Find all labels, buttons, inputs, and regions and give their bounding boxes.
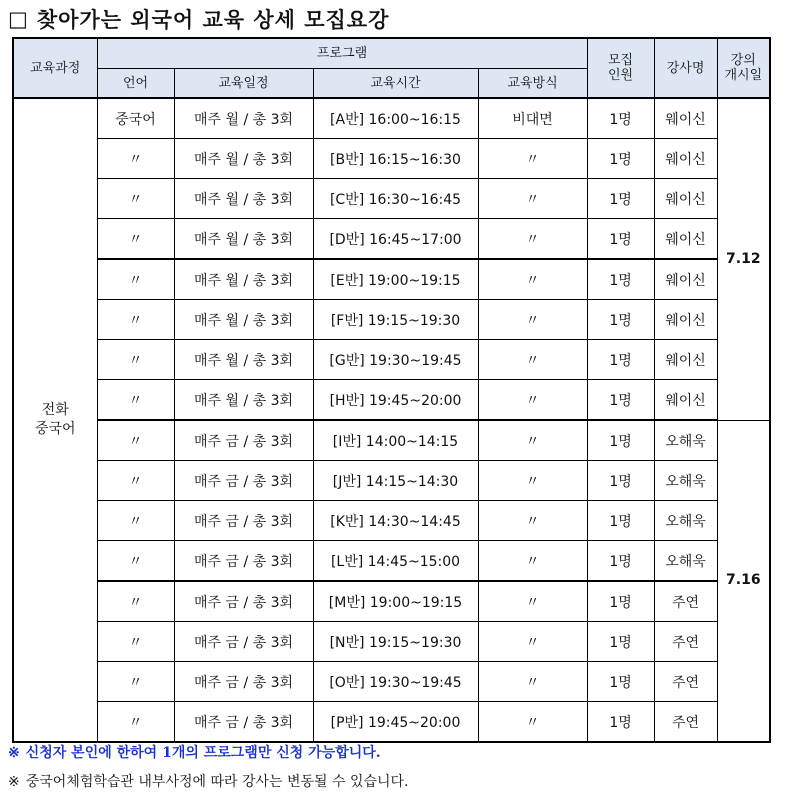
instructor-cell: 웨이신 bbox=[654, 98, 717, 139]
language-cell: 〃 bbox=[97, 702, 174, 743]
header-schedule: 교육일정 bbox=[174, 69, 313, 99]
recruit-cell: 1명 bbox=[587, 622, 654, 662]
note-instructor-change bbox=[8, 771, 409, 791]
language-cell: 〃 bbox=[97, 461, 174, 501]
instructor-cell: 주연 bbox=[654, 702, 717, 743]
schedule-cell: 매주 금 / 총 3회 bbox=[174, 501, 313, 541]
header-start bbox=[717, 38, 770, 98]
language-cell: 〃 bbox=[97, 179, 174, 219]
time-cell: [D반] 16:45~17:00 bbox=[313, 219, 478, 260]
instructor-cell: 주연 bbox=[654, 662, 717, 702]
language-cell: 〃 bbox=[97, 340, 174, 380]
time-cell: [J반] 14:15~14:30 bbox=[313, 461, 478, 501]
schedule-cell: 매주 월 / 총 3회 bbox=[174, 300, 313, 340]
note-mark: ※ bbox=[8, 774, 20, 790]
program-table bbox=[12, 37, 771, 743]
start-date-cell: 7.12 bbox=[717, 98, 770, 420]
recruit-cell: 1명 bbox=[587, 179, 654, 219]
page-title bbox=[8, 4, 389, 34]
language-cell: 〃 bbox=[97, 259, 174, 300]
language-cell: 〃 bbox=[97, 501, 174, 541]
table-row bbox=[13, 622, 770, 662]
table-row bbox=[13, 300, 770, 340]
course-line2: 중국어 bbox=[34, 421, 76, 437]
header-recruit-line2: 인원 bbox=[607, 68, 634, 83]
time-cell: [A반] 16:00~16:15 bbox=[313, 98, 478, 139]
table-row bbox=[13, 501, 770, 541]
note-eligibility bbox=[8, 742, 381, 762]
instructor-cell: 웨이신 bbox=[654, 259, 717, 300]
instructor-cell: 오해욱 bbox=[654, 461, 717, 501]
method-cell: 〃 bbox=[478, 702, 587, 743]
instructor-cell: 오해욱 bbox=[654, 501, 717, 541]
time-cell: [I반] 14:00~14:15 bbox=[313, 420, 478, 461]
schedule-cell: 매주 금 / 총 3회 bbox=[174, 461, 313, 501]
table-row bbox=[13, 259, 770, 300]
title-text: 찾아가는 외국어 교육 상세 모집요강 bbox=[36, 7, 390, 32]
schedule-cell: 매주 금 / 총 3회 bbox=[174, 581, 313, 622]
header-instructor: 강사명 bbox=[654, 38, 717, 98]
header-recruit bbox=[587, 38, 654, 98]
schedule-cell: 매주 월 / 총 3회 bbox=[174, 98, 313, 139]
schedule-cell: 매주 금 / 총 3회 bbox=[174, 622, 313, 662]
recruit-cell: 1명 bbox=[587, 340, 654, 380]
note-mark: ※ bbox=[8, 745, 20, 761]
method-cell: 〃 bbox=[478, 219, 587, 260]
method-cell: 〃 bbox=[478, 179, 587, 219]
time-cell: [N반] 19:15~19:30 bbox=[313, 622, 478, 662]
schedule-cell: 매주 월 / 총 3회 bbox=[174, 179, 313, 219]
language-cell: 중국어 bbox=[97, 98, 174, 139]
language-cell: 〃 bbox=[97, 622, 174, 662]
instructor-cell: 주연 bbox=[654, 581, 717, 622]
recruit-cell: 1명 bbox=[587, 259, 654, 300]
instructor-cell: 주연 bbox=[654, 622, 717, 662]
header-language: 언어 bbox=[97, 69, 174, 99]
language-cell: 〃 bbox=[97, 139, 174, 179]
table-row bbox=[13, 662, 770, 702]
time-cell: [K반] 14:30~14:45 bbox=[313, 501, 478, 541]
table-row bbox=[13, 581, 770, 622]
table-row bbox=[13, 139, 770, 179]
schedule-cell: 매주 월 / 총 3회 bbox=[174, 259, 313, 300]
method-cell: 〃 bbox=[478, 662, 587, 702]
note-text: 중국어체험학습관 내부사정에 따라 강사는 변동될 수 있습니다. bbox=[25, 774, 409, 790]
method-cell: 〃 bbox=[478, 300, 587, 340]
program-rows bbox=[13, 98, 770, 742]
table-row bbox=[13, 380, 770, 421]
instructor-cell: 웨이신 bbox=[654, 380, 717, 421]
method-cell: 〃 bbox=[478, 259, 587, 300]
recruit-cell: 1명 bbox=[587, 219, 654, 260]
schedule-cell: 매주 금 / 총 3회 bbox=[174, 702, 313, 743]
language-cell: 〃 bbox=[97, 380, 174, 421]
method-cell: 〃 bbox=[478, 622, 587, 662]
recruit-cell: 1명 bbox=[587, 662, 654, 702]
method-cell: 〃 bbox=[478, 501, 587, 541]
schedule-cell: 매주 금 / 총 3회 bbox=[174, 662, 313, 702]
header-start-line1: 강의 bbox=[730, 53, 756, 68]
language-cell: 〃 bbox=[97, 541, 174, 582]
method-cell: 〃 bbox=[478, 340, 587, 380]
time-cell: [C반] 16:30~16:45 bbox=[313, 179, 478, 219]
time-cell: [F반] 19:15~19:30 bbox=[313, 300, 478, 340]
schedule-cell: 매주 월 / 총 3회 bbox=[174, 139, 313, 179]
course-line1: 전화 bbox=[41, 402, 69, 418]
recruit-cell: 1명 bbox=[587, 420, 654, 461]
language-cell: 〃 bbox=[97, 300, 174, 340]
header-recruit-line1: 모집 bbox=[607, 53, 634, 68]
language-cell: 〃 bbox=[97, 581, 174, 622]
time-cell: [B반] 16:15~16:30 bbox=[313, 139, 478, 179]
language-cell: 〃 bbox=[97, 219, 174, 260]
header-start-line2: 개시일 bbox=[724, 68, 763, 83]
title-marker: □ bbox=[8, 7, 29, 31]
method-cell: 〃 bbox=[478, 581, 587, 622]
time-cell: [M반] 19:00~19:15 bbox=[313, 581, 478, 622]
language-cell: 〃 bbox=[97, 662, 174, 702]
table-row bbox=[13, 179, 770, 219]
table-row bbox=[13, 702, 770, 743]
table-row bbox=[13, 98, 770, 139]
instructor-cell: 웨이신 bbox=[654, 340, 717, 380]
table-row bbox=[13, 219, 770, 260]
instructor-cell: 오해욱 bbox=[654, 420, 717, 461]
recruit-cell: 1명 bbox=[587, 380, 654, 421]
language-cell: 〃 bbox=[97, 420, 174, 461]
schedule-cell: 매주 금 / 총 3회 bbox=[174, 541, 313, 582]
instructor-cell: 웨이신 bbox=[654, 139, 717, 179]
method-cell: 〃 bbox=[478, 420, 587, 461]
time-cell: [L반] 14:45~15:00 bbox=[313, 541, 478, 582]
method-cell: 비대면 bbox=[478, 98, 587, 139]
instructor-cell: 웨이신 bbox=[654, 179, 717, 219]
note-text: 신청자 본인에 한하여 1개의 프로그램만 신청 가능합니다. bbox=[25, 745, 381, 761]
recruit-cell: 1명 bbox=[587, 501, 654, 541]
table-row bbox=[13, 420, 770, 461]
time-cell: [G반] 19:30~19:45 bbox=[313, 340, 478, 380]
recruit-cell: 1명 bbox=[587, 702, 654, 743]
table-row bbox=[13, 541, 770, 582]
schedule-cell: 매주 월 / 총 3회 bbox=[174, 340, 313, 380]
table-row bbox=[13, 340, 770, 380]
instructor-cell: 웨이신 bbox=[654, 300, 717, 340]
recruit-cell: 1명 bbox=[587, 581, 654, 622]
recruit-cell: 1명 bbox=[587, 98, 654, 139]
start-date-cell: 7.16 bbox=[717, 420, 770, 742]
schedule-cell: 매주 월 / 총 3회 bbox=[174, 380, 313, 421]
method-cell: 〃 bbox=[478, 461, 587, 501]
method-cell: 〃 bbox=[478, 541, 587, 582]
time-cell: [O반] 19:30~19:45 bbox=[313, 662, 478, 702]
time-cell: [P반] 19:45~20:00 bbox=[313, 702, 478, 743]
recruit-cell: 1명 bbox=[587, 139, 654, 179]
instructor-cell: 웨이신 bbox=[654, 219, 717, 260]
header-method: 교육방식 bbox=[478, 69, 587, 99]
table-row bbox=[13, 461, 770, 501]
recruit-cell: 1명 bbox=[587, 541, 654, 582]
header-time: 교육시간 bbox=[313, 69, 478, 99]
schedule-cell: 매주 금 / 총 3회 bbox=[174, 420, 313, 461]
instructor-cell: 오해욱 bbox=[654, 541, 717, 582]
recruit-cell: 1명 bbox=[587, 300, 654, 340]
time-cell: [H반] 19:45~20:00 bbox=[313, 380, 478, 421]
method-cell: 〃 bbox=[478, 380, 587, 421]
header-course: 교육과정 bbox=[13, 38, 97, 98]
recruit-cell: 1명 bbox=[587, 461, 654, 501]
header-program: 프로그램 bbox=[97, 38, 587, 69]
course-cell bbox=[13, 98, 97, 742]
method-cell: 〃 bbox=[478, 139, 587, 179]
time-cell: [E반] 19:00~19:15 bbox=[313, 259, 478, 300]
schedule-cell: 매주 월 / 총 3회 bbox=[174, 219, 313, 260]
